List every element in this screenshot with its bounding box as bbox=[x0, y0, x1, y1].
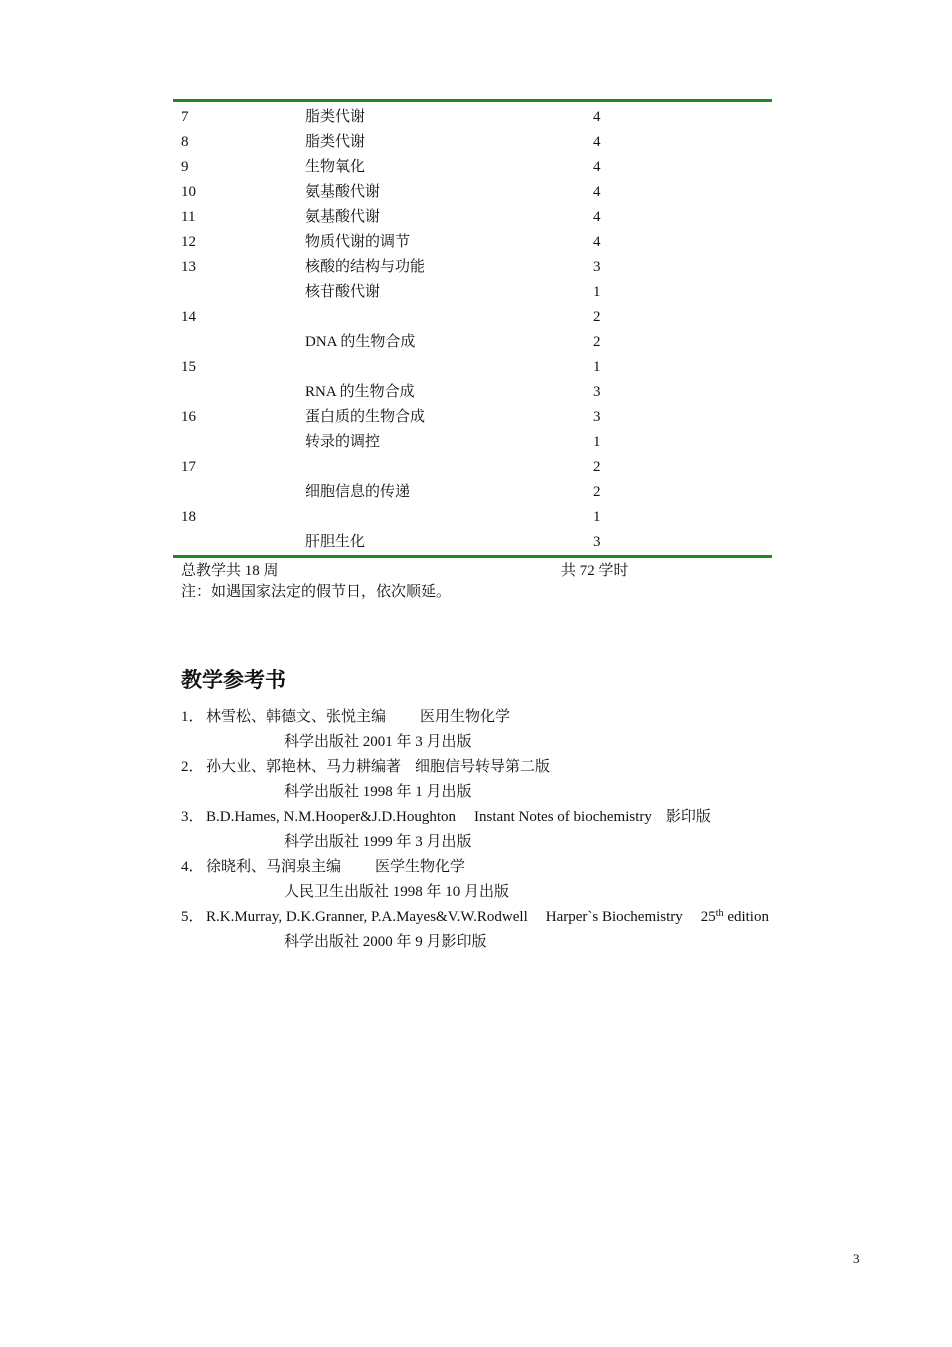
reference-item bbox=[181, 805, 881, 830]
hours-cell: 4 bbox=[593, 159, 601, 175]
total-hours: 共 72 学时 bbox=[561, 563, 629, 579]
topic-cell: 细胞信息的传递 bbox=[305, 484, 411, 500]
reference-authors: B.D.Hames, N.M.Hooper&J.D.Houghton bbox=[206, 809, 456, 825]
topic-cell: 核酸的结构与功能 bbox=[305, 259, 426, 275]
topic-cell: 物质代谢的调节 bbox=[305, 234, 411, 250]
reference-item bbox=[181, 905, 881, 930]
topic-cell: 脂类代谢 bbox=[305, 134, 366, 150]
week-cell: 14 bbox=[181, 309, 196, 325]
references-list bbox=[181, 705, 881, 955]
reference-title: Harper`s Biochemistry bbox=[545, 909, 683, 925]
table-row bbox=[173, 405, 772, 430]
table-row bbox=[173, 480, 772, 505]
reference-authors: R.K.Murray, D.K.Granner, P.A.Mayes&V.W.Rodwell bbox=[206, 909, 528, 925]
topic-cell: 蛋白质的生物合成 bbox=[305, 409, 426, 425]
week-cell: 15 bbox=[181, 359, 196, 375]
reference-publisher: 人民卫生出版社 1998 年 10 月出版 bbox=[284, 884, 510, 900]
week-cell: 13 bbox=[181, 259, 196, 275]
reference-item bbox=[181, 755, 881, 780]
hours-cell: 1 bbox=[593, 434, 601, 450]
week-cell: 9 bbox=[181, 159, 189, 175]
page-number: 3 bbox=[853, 1251, 860, 1266]
week-cell: 11 bbox=[181, 209, 196, 225]
references-heading: 教学参考书 bbox=[181, 668, 286, 692]
reference-number: 1． bbox=[181, 709, 204, 725]
table-row bbox=[173, 130, 772, 155]
table-row bbox=[173, 230, 772, 255]
reference-edition-suffix: th bbox=[715, 908, 724, 919]
reference-extra: 影印版 bbox=[665, 809, 711, 825]
reference-number: 3． bbox=[181, 809, 204, 825]
hours-cell: 4 bbox=[593, 184, 601, 200]
hours-cell: 4 bbox=[593, 234, 601, 250]
reference-publisher: 科学出版社 2000 年 9 月影印版 bbox=[284, 934, 487, 950]
hours-cell: 2 bbox=[593, 334, 601, 350]
hours-cell: 4 bbox=[593, 109, 601, 125]
reference-title: 细胞信号转导第二版 bbox=[415, 759, 551, 775]
table-row bbox=[173, 430, 772, 455]
reference-item bbox=[181, 705, 881, 730]
reference-publisher: 科学出版社 1999 年 3 月出版 bbox=[284, 834, 472, 850]
reference-title: 医学生物化学 bbox=[375, 859, 466, 875]
week-cell: 7 bbox=[181, 109, 189, 125]
hours-cell: 4 bbox=[593, 134, 601, 150]
week-cell: 10 bbox=[181, 184, 196, 200]
hours-cell: 2 bbox=[593, 459, 601, 475]
hours-cell: 2 bbox=[593, 484, 601, 500]
hours-cell: 3 bbox=[593, 259, 601, 275]
table-row bbox=[173, 455, 772, 480]
hours-cell: 1 bbox=[593, 284, 601, 300]
schedule-table bbox=[173, 99, 772, 584]
reference-number: 5． bbox=[181, 909, 204, 925]
table-row bbox=[173, 305, 772, 330]
reference-number: 2． bbox=[181, 759, 204, 775]
hours-cell: 3 bbox=[593, 409, 601, 425]
schedule-rows bbox=[173, 102, 772, 555]
topic-cell: 氨基酸代谢 bbox=[305, 184, 381, 200]
topic-cell: 核苷酸代谢 bbox=[305, 284, 381, 300]
week-cell: 8 bbox=[181, 134, 189, 150]
hours-cell: 3 bbox=[593, 384, 601, 400]
reference-publisher: 科学出版社 1998 年 1 月出版 bbox=[284, 784, 472, 800]
table-row bbox=[173, 355, 772, 380]
reference-edition-word: edition bbox=[723, 909, 769, 925]
table-row bbox=[173, 280, 772, 305]
week-cell: 16 bbox=[181, 409, 196, 425]
table-row bbox=[173, 205, 772, 230]
week-cell: 18 bbox=[181, 509, 196, 525]
table-row bbox=[173, 530, 772, 555]
table-row bbox=[173, 380, 772, 405]
reference-authors: 徐晓利、马润泉主编 bbox=[206, 859, 342, 875]
table-row bbox=[173, 255, 772, 280]
topic-cell: RNA 的生物合成 bbox=[305, 384, 415, 400]
reference-authors: 林雪松、韩德文、张悦主编 bbox=[206, 709, 387, 725]
table-row bbox=[173, 330, 772, 355]
table-row bbox=[173, 155, 772, 180]
hours-cell: 1 bbox=[593, 359, 601, 375]
topic-cell: 转录的调控 bbox=[305, 434, 381, 450]
topic-cell: 生物氧化 bbox=[305, 159, 366, 175]
reference-title: 医用生物化学 bbox=[420, 709, 511, 725]
topic-cell: 氨基酸代谢 bbox=[305, 209, 381, 225]
reference-edition-number: 25 bbox=[700, 909, 716, 925]
holiday-note: 注：如遇国家法定的假节日，依次顺延。 bbox=[181, 584, 452, 600]
topic-cell: 肝胆生化 bbox=[305, 534, 366, 550]
week-cell: 17 bbox=[181, 459, 196, 475]
hours-cell: 4 bbox=[593, 209, 601, 225]
table-row bbox=[173, 505, 772, 530]
total-weeks: 总教学共 18 周 bbox=[181, 563, 279, 579]
reference-number: 4． bbox=[181, 859, 204, 875]
hours-cell: 3 bbox=[593, 534, 601, 550]
hours-cell: 1 bbox=[593, 509, 601, 525]
table-row bbox=[173, 105, 772, 130]
reference-authors: 孙大业、郭艳林、马力耕编著 bbox=[206, 759, 402, 775]
week-cell: 12 bbox=[181, 234, 196, 250]
topic-cell: 脂类代谢 bbox=[305, 109, 366, 125]
reference-item bbox=[181, 855, 881, 880]
table-row bbox=[173, 180, 772, 205]
hours-cell: 2 bbox=[593, 309, 601, 325]
topic-cell: DNA 的生物合成 bbox=[305, 334, 416, 350]
reference-publisher: 科学出版社 2001 年 3 月出版 bbox=[284, 734, 472, 750]
reference-title: Instant Notes of biochemistry bbox=[473, 809, 652, 825]
